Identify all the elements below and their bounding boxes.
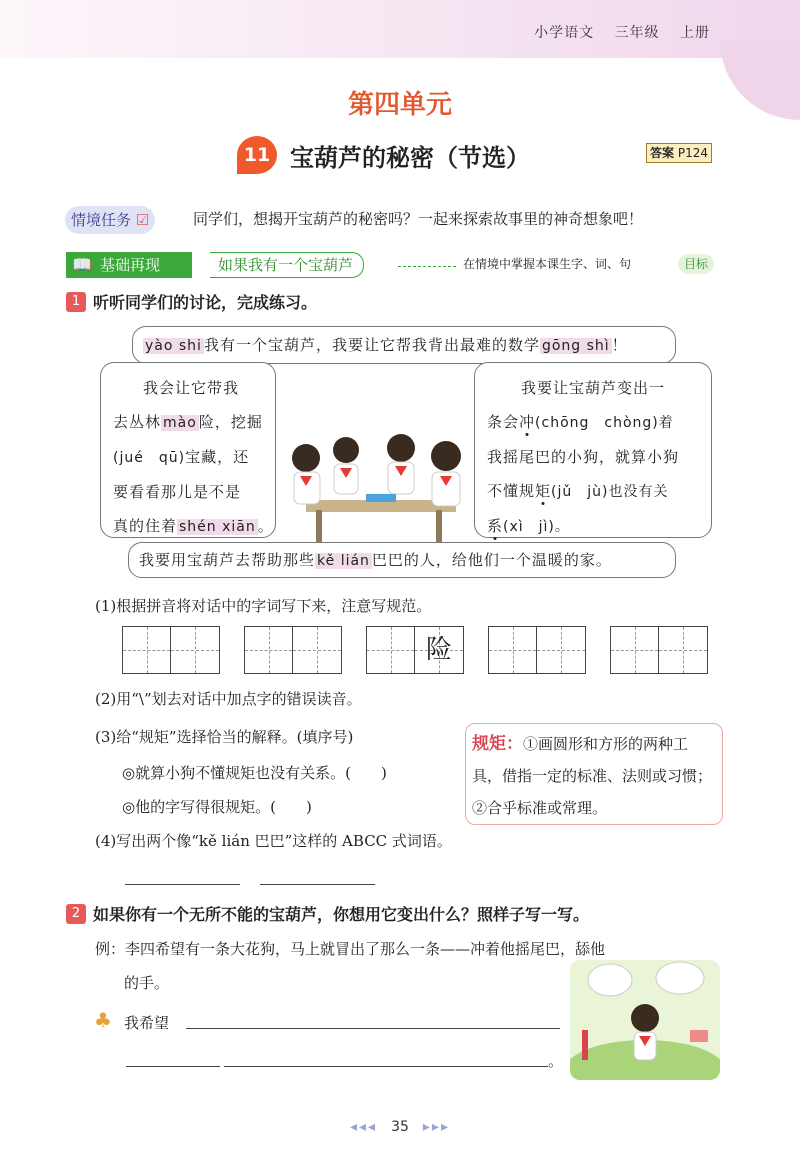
question-1-number: 1 — [66, 292, 86, 312]
scenario-tag-label: 情境任务 — [71, 211, 132, 229]
pinyin-yaoshi: yào shi — [145, 338, 202, 354]
bubble-text: 我有一个宝葫芦，我要让它帮我背出最难的数学 — [203, 336, 540, 354]
right-line-2 — [487, 405, 711, 440]
text: 不懂规 — [487, 482, 536, 500]
grade: 三年级 — [614, 25, 660, 41]
text: 真的住着 — [113, 517, 178, 535]
question-2-title: 如果你有一个无所不能的宝葫芦，你想用它变出什么？照样子写一写。 — [93, 905, 590, 924]
answer-line[interactable] — [126, 1066, 220, 1067]
left-line-2 — [113, 405, 275, 440]
scenario-text: 同学们，想揭开宝葫芦的秘密吗？一起来探索故事里的神奇想象吧！ — [193, 210, 644, 228]
section-subtitle: 如果我有一个宝葫芦 — [210, 252, 364, 278]
section-title-label: 基础再现 — [100, 256, 161, 274]
writing-grid-1[interactable] — [122, 626, 220, 674]
subject: 小学语文 — [534, 25, 595, 41]
question-1-title: 听听同学们的讨论，完成练习。 — [93, 293, 318, 312]
example-line-1: 例：李四希望有一条大花狗，马上就冒出了那么一条——冲着他摇尾巴，舔他 — [95, 940, 606, 958]
grid-cell[interactable] — [489, 627, 537, 673]
left-line-3 — [113, 440, 275, 475]
pinyin-shenxian: shén xiān — [179, 519, 256, 535]
bubble-text-end: ！ — [611, 336, 628, 354]
children-illustration — [276, 410, 476, 546]
next-arrows-icon: ▸▸▸ — [422, 1119, 450, 1135]
section-goal-badge: 目标 — [678, 254, 714, 274]
dotted-char-xi: 系 — [487, 517, 504, 535]
definition-box — [465, 723, 723, 825]
dotted-char-chong: 冲 — [519, 413, 536, 431]
grid-cell[interactable] — [123, 627, 171, 673]
book-header — [534, 22, 710, 42]
answer-line[interactable] — [224, 1066, 548, 1067]
definition-text: ①画圆形和方形的两种工具，借指一定的标准、法则或习惯；②合乎标准或常理。 — [472, 735, 713, 817]
answer-line[interactable] — [186, 1028, 560, 1029]
answer-line[interactable] — [260, 884, 375, 885]
pinyin-kelian: kě lián — [317, 553, 370, 569]
page-footer — [0, 1116, 800, 1136]
page-number: 35 — [391, 1119, 409, 1135]
section-divider — [398, 266, 456, 267]
volume: 上册 — [680, 25, 710, 41]
grid-cell[interactable] — [611, 627, 659, 673]
answer-end: 。 — [548, 1052, 564, 1070]
answer-page: P124 — [677, 146, 708, 160]
grid-cell-prefilled — [415, 627, 463, 673]
lesson-number: 11 — [237, 136, 277, 174]
gourd-icon: ♣ — [94, 1008, 112, 1032]
text: 我要用宝葫芦去帮助那些 — [139, 551, 316, 569]
writing-grid-4[interactable] — [488, 626, 586, 674]
definition-word: 规矩： — [472, 734, 523, 754]
text: 去丛林 — [113, 413, 162, 431]
sub-question-3-a[interactable]: ◎就算小狗不懂规矩也没有关系。( ) — [122, 764, 387, 782]
speech-bubble-right — [474, 362, 712, 538]
sub-question-3: (3)给“规矩”选择恰当的解释。(填序号) — [95, 728, 354, 746]
text: 巴巴的人，给他们一个温暖的家。 — [371, 551, 612, 569]
lesson-title: 宝葫芦的秘密（节选） — [290, 144, 530, 172]
scenario-tag — [65, 206, 155, 234]
grid-cell[interactable] — [367, 627, 415, 673]
unit-title: 第四单元 — [347, 90, 452, 120]
question-2-number: 2 — [66, 904, 86, 924]
right-line-4 — [487, 474, 711, 509]
speech-bubble-left — [100, 362, 276, 538]
text: 。 — [257, 517, 274, 535]
pinyin-gongshi: gōng shì — [541, 338, 610, 354]
sub-question-1: (1)根据拼音将对话中的字词写下来，注意写规范。 — [95, 597, 432, 615]
section-title — [66, 252, 192, 278]
grid-char: 险 — [425, 635, 452, 665]
writing-grid-3[interactable] — [366, 626, 464, 674]
left-line-1: 我会让它带我 — [143, 379, 240, 397]
prev-arrows-icon: ◂◂◂ — [349, 1119, 378, 1135]
writing-grid-5[interactable] — [610, 626, 708, 674]
section-goal-text: 在情境中掌握本课生字、词、句 — [463, 257, 632, 271]
writing-grid-2[interactable] — [244, 626, 342, 674]
pinyin-options: (chōng chòng)着 — [535, 415, 674, 431]
pinyin-options: (jué qū) — [113, 450, 186, 466]
answer-prompt: 我希望 — [124, 1014, 170, 1032]
check-icon: ☑ — [135, 211, 150, 229]
example-line-2: 的手。 — [124, 974, 170, 992]
right-line-3: 我摇尾巴的小狗，就算小狗 — [487, 448, 680, 466]
pinyin-options: (xì jì)。 — [503, 519, 570, 535]
speech-bubble-top — [132, 326, 676, 364]
right-line-1: 我要让宝葫芦变出一 — [521, 379, 666, 397]
grid-cell[interactable] — [171, 627, 219, 673]
answer-line[interactable] — [125, 884, 240, 885]
text: 条会 — [487, 413, 520, 431]
text: 宝藏，还 — [185, 448, 250, 466]
book-icon: 📖 — [72, 255, 92, 274]
dotted-char-ju: 矩 — [535, 482, 552, 500]
right-line-5 — [487, 509, 711, 544]
left-line-5 — [113, 509, 275, 544]
sub-question-4: (4)写出两个像“kě lián 巴巴”这样的 ABCC 式词语。 — [95, 832, 452, 850]
left-line-4: 要看看那儿是不是 — [113, 483, 242, 501]
sub-question-2: (2)用“\”划去对话中加点字的错误读音。 — [95, 690, 362, 708]
answer-label: 答案 — [650, 146, 675, 160]
speech-bubble-bottom — [128, 542, 676, 578]
text: 险，挖掘 — [198, 413, 263, 431]
grid-cell[interactable] — [659, 627, 707, 673]
grid-cell[interactable] — [245, 627, 293, 673]
sub-question-3-b[interactable]: ◎他的字写得很规矩。( ) — [122, 798, 312, 816]
grid-cell[interactable] — [537, 627, 585, 673]
grid-cell[interactable] — [293, 627, 341, 673]
pinyin-mao: mào — [163, 415, 197, 431]
girl-illustration — [570, 960, 720, 1080]
pinyin-options: (jǔ jù)也没有关 — [551, 484, 669, 500]
answer-reference[interactable] — [646, 143, 712, 163]
